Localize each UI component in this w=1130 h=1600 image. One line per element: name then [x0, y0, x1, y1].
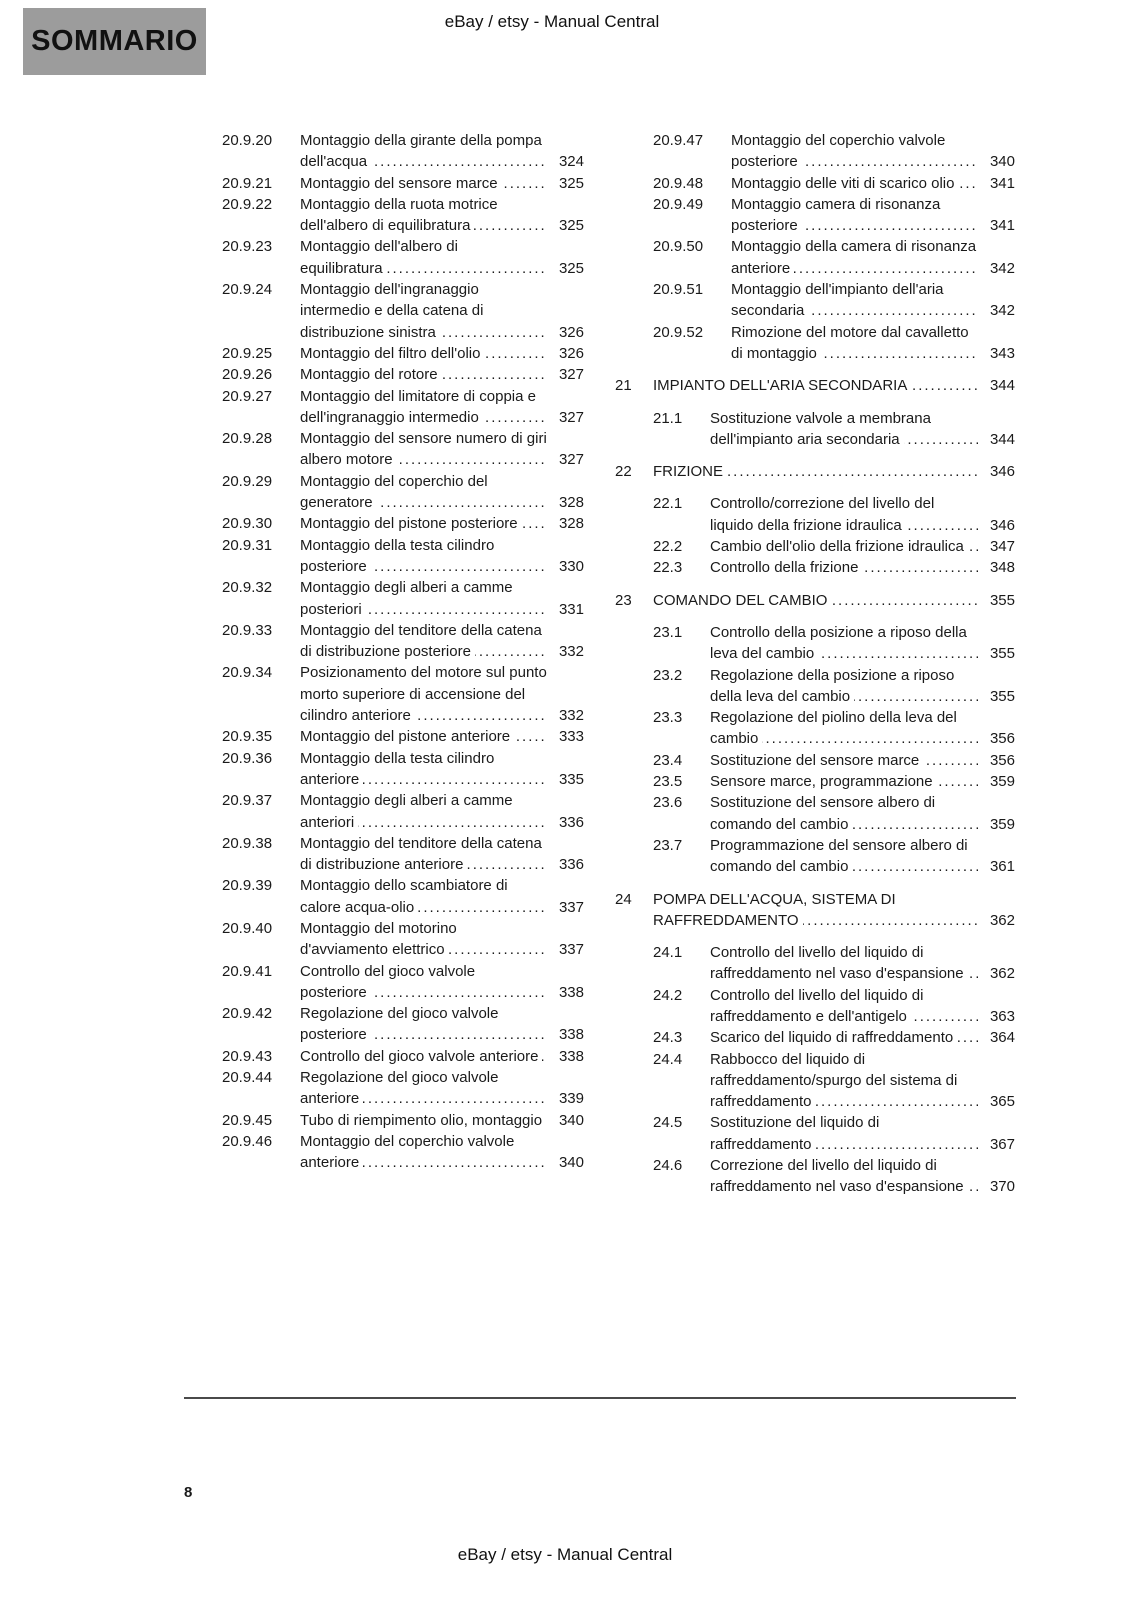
- toc-entry: [184, 471, 584, 514]
- toc-entry-title: Tubo di riempimento olio, montaggio: [300, 1112, 546, 1129]
- toc-entry-page-number: 370: [989, 1178, 1015, 1196]
- toc-entry-title: Montaggio dello scambiatore di calore acqua-olio: [300, 877, 508, 916]
- toc-entry-title: Controllo/correzione del livello del liquido della frizione idraulica: [710, 495, 935, 534]
- toc-entry-page-number: 347: [989, 538, 1015, 556]
- toc-entry-title-wrap: [300, 1067, 547, 1110]
- toc-entry-number: 20.9.52: [653, 323, 704, 341]
- toc-entry-title-wrap: [300, 918, 547, 961]
- toc-entry-page-number: 335: [558, 770, 584, 788]
- toc-entry-page-number: 367: [989, 1135, 1015, 1153]
- toc-entry: [615, 236, 1015, 279]
- toc-entry-page-number: 337: [558, 941, 584, 959]
- toc-entry-title-wrap: [300, 620, 547, 663]
- toc-entry-page-number: 328: [558, 494, 584, 512]
- toc-entry: [184, 130, 584, 173]
- toc-entry: [184, 364, 584, 385]
- toc-entry-page-number: 365: [989, 1093, 1015, 1111]
- toc-entry: [184, 1046, 584, 1067]
- toc-entry-page-number: 332: [558, 643, 584, 661]
- toc-entry-number: 20.9.28: [222, 430, 273, 448]
- toc-entry-number: 20.9.32: [222, 579, 273, 597]
- toc-entry: [615, 835, 1015, 878]
- toc-entry-title-wrap: [731, 236, 978, 279]
- toc-entry-page-number: 341: [989, 217, 1015, 235]
- toc-entry-title-wrap: [300, 364, 547, 385]
- toc-entry-page-number: 330: [558, 557, 584, 575]
- toc-entry-number: 20.9.49: [653, 195, 704, 213]
- toc-entry-title-wrap: [300, 130, 547, 173]
- toc-entry-number: 20.9.35: [222, 728, 273, 746]
- toc-entry-number: 24.4: [653, 1050, 683, 1068]
- toc-entry-title-wrap: [710, 408, 978, 451]
- toc-entry-page-number: 338: [558, 1047, 584, 1065]
- toc-entry-title-wrap: [710, 707, 978, 750]
- toc-entry: [184, 726, 584, 747]
- toc-entry-page-number: 355: [989, 645, 1015, 663]
- toc-entry-title: Rabbocco del liquido di raffreddamento/spurgo del sistema di raffreddamento: [710, 1050, 958, 1111]
- toc-entry: [184, 236, 584, 279]
- toc-entry-title: Sostituzione del sensore marce: [710, 752, 923, 769]
- toc-entry-page-number: 340: [558, 1154, 584, 1172]
- toc-entry-page-number: 342: [989, 302, 1015, 320]
- toc-entry-page-number: 359: [989, 773, 1015, 791]
- toc-entry: [184, 279, 584, 343]
- toc-entry-page-number: 327: [558, 451, 584, 469]
- toc-entry-title: Montaggio delle viti di scarico olio: [731, 175, 958, 192]
- toc-entry-number: 20.9.24: [222, 281, 273, 299]
- toc-entry: [615, 1155, 1015, 1198]
- toc-entry-title: Controllo del gioco valvole posteriore: [300, 962, 476, 1001]
- toc-entry-title: Montaggio del coperchio valvole posteriore: [731, 132, 946, 171]
- toc-entry-number: 22.1: [653, 495, 683, 513]
- toc-entry-page-number: 338: [558, 1026, 584, 1044]
- toc-entry-title-wrap: [653, 461, 978, 482]
- toc-entry-number: 20.9.37: [222, 792, 273, 810]
- toc-entry: [184, 1131, 584, 1174]
- toc-entry-title-wrap: [300, 961, 547, 1004]
- toc-entry: [615, 1049, 1015, 1113]
- toc-entry-title-wrap: [731, 130, 978, 173]
- toc-entry-number: 22: [615, 463, 632, 481]
- toc-entry-title: Regolazione del gioco valvole posteriore: [300, 1005, 499, 1044]
- toc-entry-title: Montaggio degli alberi a camme posteriori: [300, 579, 513, 618]
- toc-entry-title: IMPIANTO DELL'ARIA SECONDARIA: [653, 377, 911, 394]
- toc-entry: [184, 918, 584, 961]
- toc-entry-title: Montaggio del tenditore della catena di distribuzione anteriore: [300, 834, 542, 874]
- toc-entry: [184, 620, 584, 663]
- toc-entry-page-number: 342: [989, 259, 1015, 277]
- toc-entry-number: 23.7: [653, 836, 683, 854]
- toc-entry: [184, 386, 584, 429]
- toc-entry-page-number: 348: [989, 559, 1015, 577]
- toc-entry-title: Montaggio dell'albero di equilibratura: [300, 238, 458, 277]
- toc-entry-title: Cambio dell'olio della frizione idraulica: [710, 538, 968, 555]
- toc-entry: [184, 662, 584, 726]
- toc-entry-title: Correzione del livello del liquido di raffreddamento nel vaso d'espansione: [710, 1157, 968, 1195]
- toc-entry-title-wrap: [300, 343, 547, 364]
- toc-entry: [184, 1067, 584, 1110]
- toc-entry-title: Controllo del livello del liquido di raffreddamento e dell'antigelo: [710, 986, 924, 1025]
- toc-entry-page-number: 336: [558, 813, 584, 831]
- toc-entry-title-wrap: [653, 375, 978, 396]
- toc-entry-title: Sensore marce, programmazione: [710, 773, 937, 790]
- toc-column-left: [184, 130, 584, 1198]
- toc-entry-number: 23.3: [653, 709, 683, 727]
- toc-entry: [615, 942, 1015, 985]
- toc-entry: [184, 1110, 584, 1131]
- toc-entry-title: Scarico del liquido di raffreddamento: [710, 1029, 957, 1046]
- toc-entry-title: POMPA DELL'ACQUA, SISTEMA DI RAFFREDDAMENTO: [653, 890, 896, 929]
- toc-entry-page-number: 333: [558, 728, 584, 746]
- toc-entry-number: 20.9.20: [222, 132, 273, 149]
- toc-entry-page-number: 326: [558, 323, 584, 341]
- toc-entry-page-number: 337: [558, 898, 584, 916]
- page-number: 8: [184, 1484, 193, 1501]
- toc-entry: [615, 750, 1015, 771]
- toc-entry-title: Regolazione della posizione a riposo della leva del cambio: [710, 666, 955, 705]
- toc-entry-page-number: 338: [558, 983, 584, 1001]
- toc-entry-title-wrap: [300, 1046, 547, 1067]
- toc-entry: [184, 343, 584, 364]
- toc-entry-title: Montaggio del pistone posteriore: [300, 515, 522, 532]
- toc-entry: [615, 375, 1015, 396]
- toc-entry-title-wrap: [731, 173, 978, 194]
- toc-entry-page-number: 356: [989, 751, 1015, 769]
- toc-entry: [615, 536, 1015, 557]
- toc-entry-number: 24.3: [653, 1029, 683, 1047]
- toc-entry-page-number: 343: [989, 344, 1015, 362]
- toc-entry-title-wrap: [710, 835, 978, 878]
- toc-entry: [615, 408, 1015, 451]
- toc-entry-title-wrap: [300, 279, 547, 343]
- toc-entry-title: Controllo della frizione: [710, 559, 862, 576]
- toc-entry-title: Montaggio dell'impianto dell'aria secondaria: [731, 281, 944, 320]
- toc-entry-number: 24.5: [653, 1114, 683, 1132]
- toc-entry: [615, 1112, 1015, 1155]
- toc-entry: [615, 707, 1015, 750]
- toc-entry-page-number: 355: [989, 687, 1015, 705]
- toc-entry-number: 20.9.36: [222, 749, 273, 767]
- sommario-title: SOMMARIO: [31, 25, 198, 57]
- toc-entry-page-number: 336: [558, 856, 584, 874]
- toc-entry-title-wrap: [300, 748, 547, 791]
- toc-entry-title-wrap: [300, 236, 547, 279]
- toc-entry-title-wrap: [653, 590, 978, 611]
- toc-entry-number: 20.9.22: [222, 195, 273, 213]
- toc-entry-title: FRIZIONE: [653, 463, 727, 480]
- toc-entry-title: Montaggio della girante della pompa dell'acqua: [300, 132, 542, 171]
- toc-entry-title-wrap: [300, 1003, 547, 1046]
- toc-entry: [615, 590, 1015, 611]
- toc-entry-title: Montaggio del filtro dell'olio: [300, 345, 484, 362]
- toc-entry-title: Montaggio della camera di risonanza anteriore: [731, 238, 977, 277]
- toc-entry-title-wrap: [710, 792, 978, 835]
- toc-entry-title: COMANDO DEL CAMBIO: [653, 592, 831, 609]
- toc-entry-number: 20.9.41: [222, 962, 273, 980]
- toc-entry-title: Montaggio del rotore: [300, 366, 442, 383]
- toc-entry-number: 20.9.33: [222, 621, 273, 639]
- toc-entry-number: 20.9.39: [222, 877, 273, 895]
- toc-entry-title: Montaggio del motorino d'avviamento elettrico: [300, 919, 457, 959]
- toc-entry-page-number: 340: [989, 153, 1015, 171]
- toc-entry-title: Montaggio del coperchio valvole anteriore: [300, 1132, 515, 1172]
- toc-entry-title: Regolazione del piolino della leva del cambio: [710, 709, 957, 748]
- toc-entry-number: 20.9.23: [222, 238, 273, 256]
- toc-entry-page-number: 325: [558, 217, 584, 235]
- toc-entry-title-wrap: [710, 771, 978, 792]
- toc-entry-page-number: 327: [558, 366, 584, 384]
- toc-entry-title-wrap: [300, 173, 547, 194]
- toc-entry-title-wrap: [300, 1110, 547, 1131]
- toc-entry-title: Montaggio del coperchio del generatore: [300, 472, 488, 512]
- toc-entry-number: 20.9.45: [222, 1111, 273, 1129]
- toc-entry: [615, 557, 1015, 578]
- toc-entry-title: Controllo della posizione a riposo della leva del cambio: [710, 623, 967, 663]
- toc-entry-title-wrap: [300, 875, 547, 918]
- toc-entry-title-wrap: [300, 471, 547, 514]
- toc-entry-page-number: 344: [989, 377, 1015, 395]
- toc-entry-page-number: 327: [558, 408, 584, 426]
- toc-entry-title-wrap: [300, 662, 547, 726]
- toc-entry: [615, 771, 1015, 792]
- toc-entry-number: 24.6: [653, 1157, 683, 1175]
- toc-entry-title-wrap: [710, 942, 978, 985]
- toc-entry-page-number: 364: [989, 1029, 1015, 1047]
- toc-entry-title-wrap: [710, 622, 978, 665]
- toc-entry-title: Rimozione del motore dal cavalletto di montaggio: [731, 323, 969, 362]
- toc-entry: [615, 279, 1015, 322]
- toc-entry-number: 21: [615, 377, 632, 395]
- toc-entry: [615, 792, 1015, 835]
- toc-entry-page-number: 324: [558, 153, 584, 171]
- toc-entry-title: Montaggio della ruota motrice dell'albero di equilibratura: [300, 195, 498, 235]
- toc-entry: [615, 173, 1015, 194]
- toc-entry-number: 24.2: [653, 986, 683, 1004]
- toc-entry-number: 23.6: [653, 794, 683, 812]
- toc-entry-title-wrap: [710, 1112, 978, 1155]
- toc-entry-title-wrap: [300, 833, 547, 876]
- toc-entry-title: Montaggio del sensore marce: [300, 175, 502, 192]
- toc-entry-title: Montaggio della testa cilindro posteriore: [300, 536, 495, 575]
- toc-entry-page-number: 332: [558, 707, 584, 725]
- toc-entry: [184, 173, 584, 194]
- toc-entry-title-wrap: [300, 386, 547, 429]
- toc-entry-page-number: 325: [558, 174, 584, 192]
- toc-entry-title-wrap: [300, 790, 547, 833]
- toc-entry-title: Posizionamento del motore sul punto morto superiore di accensione del cilindro anteriore: [300, 664, 547, 725]
- toc-entry-title-wrap: [300, 726, 547, 747]
- toc-entry-number: 20.9.29: [222, 472, 273, 490]
- toc-entry-title-wrap: [300, 1131, 547, 1174]
- toc-entry: [184, 513, 584, 534]
- toc-entry: [184, 790, 584, 833]
- toc-entry-number: 20.9.40: [222, 919, 273, 937]
- toc-entry-page-number: 363: [989, 1007, 1015, 1025]
- toc-entry-page-number: 331: [558, 600, 584, 618]
- toc-entry-title-wrap: [710, 985, 978, 1028]
- toc-entry-title-wrap: [710, 665, 978, 708]
- toc-entry-title: Montaggio della testa cilindro anteriore: [300, 749, 495, 788]
- toc-entry-number: 20.9.34: [222, 664, 273, 682]
- toc-entry: [615, 985, 1015, 1028]
- toc-entry: [184, 577, 584, 620]
- toc-entry: [615, 322, 1015, 365]
- toc-entry-title: Sostituzione del liquido di raffreddamento: [710, 1114, 880, 1153]
- toc-entry-number: 23.2: [653, 666, 683, 684]
- toc-entry-title-wrap: [300, 428, 547, 471]
- toc-entry-number: 23: [615, 591, 632, 609]
- toc-entry-page-number: 328: [558, 515, 584, 533]
- toc-entry-number: 20.9.46: [222, 1132, 273, 1150]
- toc-entry-title-wrap: [710, 750, 978, 771]
- toc-entry: [184, 833, 584, 876]
- toc-entry-title-wrap: [731, 279, 978, 322]
- toc-entry-page-number: 361: [989, 858, 1015, 876]
- toc-entry: [184, 535, 584, 578]
- toc-entry-title: Montaggio del limitatore di coppia e dell'ingranaggio intermedio: [300, 387, 536, 426]
- toc-entry-title: Programmazione del sensore albero di comando del cambio: [710, 836, 968, 876]
- toc-entry-page-number: 339: [558, 1090, 584, 1108]
- toc-entry-number: 23.5: [653, 773, 683, 791]
- toc-entry-number: 20.9.44: [222, 1069, 273, 1087]
- toc-entry-title-wrap: [653, 889, 978, 932]
- toc-entry-number: 20.9.21: [222, 174, 273, 192]
- toc-entry-title: Sostituzione del sensore albero di comando del cambio: [710, 794, 936, 833]
- toc-entry: [615, 889, 1015, 932]
- toc-entry-title: Montaggio dell'ingranaggio intermedio e della catena di distribuzione sinistra: [300, 281, 484, 341]
- toc-entry: [615, 194, 1015, 237]
- toc-entry-title-wrap: [731, 322, 978, 365]
- toc-entry-title-wrap: [710, 557, 978, 578]
- footer-site-title: eBay / etsy - Manual Central: [457, 1545, 673, 1564]
- toc-entry: [615, 130, 1015, 173]
- footer-divider: [184, 1397, 1016, 1399]
- toc-entry-title-wrap: [710, 536, 978, 557]
- toc-entry: [615, 1027, 1015, 1048]
- toc-entry-number: 20.9.25: [222, 344, 273, 362]
- toc-entry-title: Controllo del gioco valvole anteriore: [300, 1048, 542, 1065]
- header-site-title: eBay / etsy - Manual Central: [444, 12, 660, 31]
- toc-entry: [184, 875, 584, 918]
- toc-entry-page-number: 325: [558, 259, 584, 277]
- toc-entry-title-wrap: [300, 194, 547, 237]
- toc-entry: [184, 428, 584, 471]
- toc-column-right: [615, 130, 1015, 1198]
- toc-entry-number: 20.9.42: [222, 1005, 273, 1023]
- toc-entry-number: 22.2: [653, 538, 683, 556]
- toc-entry-title: Sostituzione valvole a membrana dell'impianto aria secondaria: [710, 409, 931, 448]
- table-of-contents: [184, 130, 1015, 1198]
- toc-entry-page-number: 359: [989, 815, 1015, 833]
- toc-entry-number: 23.1: [653, 623, 683, 641]
- toc-entry-number: 20.9.48: [653, 174, 704, 192]
- toc-entry-title: Regolazione del gioco valvole anteriore: [300, 1069, 499, 1108]
- toc-entry-number: 20.9.26: [222, 366, 273, 384]
- toc-entry: [615, 622, 1015, 665]
- toc-entry-number: 20.9.31: [222, 536, 273, 554]
- toc-entry-page-number: 355: [989, 591, 1015, 609]
- toc-entry: [184, 748, 584, 791]
- toc-entry-title: Controllo del livello del liquido di raffreddamento nel vaso d'espansione: [710, 944, 968, 982]
- toc-entry-title-wrap: [300, 535, 547, 578]
- toc-entry: [184, 194, 584, 237]
- toc-entry-title: Montaggio camera di risonanza posteriore: [731, 195, 941, 235]
- toc-entry-page-number: 362: [989, 965, 1015, 983]
- toc-entry-number: 21.1: [653, 409, 683, 427]
- toc-entry-title-wrap: [300, 577, 547, 620]
- toc-entry-number: 22.3: [653, 559, 683, 577]
- toc-entry-title: Montaggio del tenditore della catena di distribuzione posteriore: [300, 621, 542, 661]
- toc-entry-number: 20.9.50: [653, 238, 704, 256]
- toc-entry-title-wrap: [300, 513, 547, 534]
- toc-entry-number: 20.9.47: [653, 132, 704, 149]
- toc-entry-page-number: 326: [558, 344, 584, 362]
- toc-entry: [615, 665, 1015, 708]
- toc-entry-title-wrap: [710, 1155, 978, 1198]
- toc-entry-number: 20.9.51: [653, 281, 704, 299]
- toc-entry-number: 24: [615, 890, 632, 908]
- toc-entry: [615, 493, 1015, 536]
- toc-entry-page-number: 344: [989, 430, 1015, 448]
- toc-entry-page-number: 356: [989, 730, 1015, 748]
- toc-entry-page-number: 362: [989, 911, 1015, 929]
- toc-entry-number: 24.1: [653, 944, 683, 962]
- toc-entry-title: Montaggio del pistone anteriore: [300, 728, 514, 745]
- toc-entry-page-number: 341: [989, 174, 1015, 192]
- toc-entry-page-number: 346: [989, 463, 1015, 481]
- toc-entry-page-number: 340: [558, 1111, 584, 1129]
- toc-entry-title-wrap: [710, 493, 978, 536]
- toc-entry: [184, 1003, 584, 1046]
- toc-entry-number: 20.9.43: [222, 1047, 273, 1065]
- toc-entry-page-number: 346: [989, 516, 1015, 534]
- toc-entry-number: 20.9.38: [222, 834, 273, 852]
- toc-entry-title-wrap: [710, 1049, 978, 1113]
- toc-entry-number: 23.4: [653, 751, 683, 769]
- toc-entry-number: 20.9.30: [222, 515, 273, 533]
- toc-entry-title-wrap: [731, 194, 978, 237]
- toc-entry-title: Montaggio del sensore numero di giri albero motore: [300, 430, 547, 469]
- toc-entry: [184, 961, 584, 1004]
- toc-entry-title-wrap: [710, 1027, 978, 1048]
- toc-entry-number: 20.9.27: [222, 387, 273, 405]
- toc-entry-title: Montaggio degli alberi a camme anteriori: [300, 792, 513, 831]
- toc-entry: [615, 461, 1015, 482]
